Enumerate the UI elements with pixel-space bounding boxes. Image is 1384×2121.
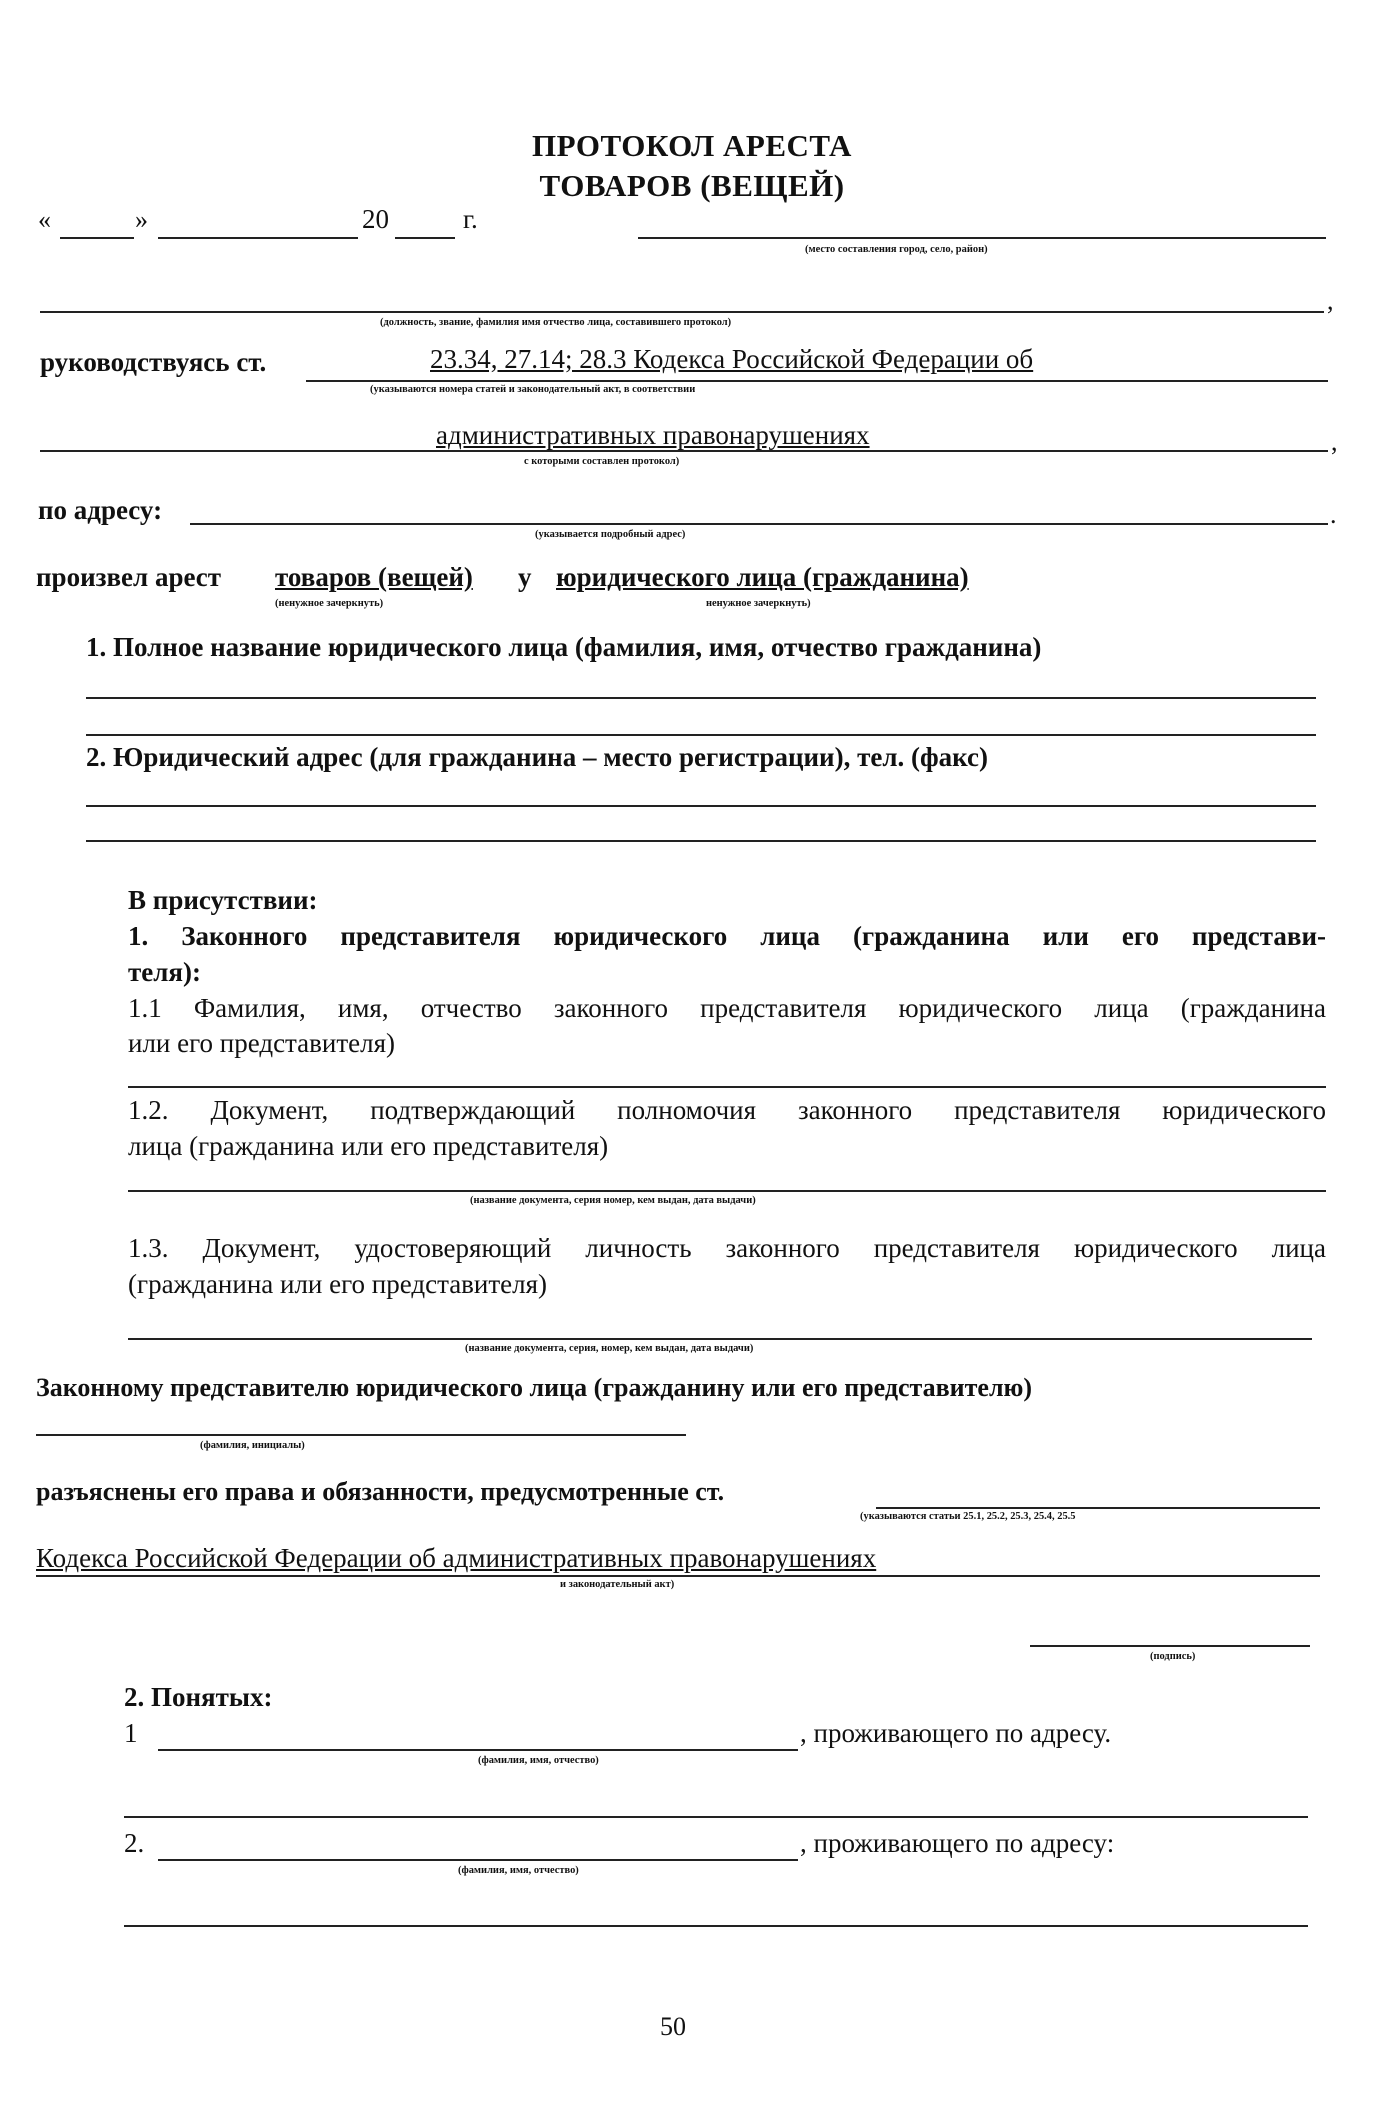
arrest-person: юридического лица (гражданина) bbox=[556, 562, 969, 592]
rights-name-field[interactable] bbox=[36, 1434, 686, 1436]
presence-item11-line2: или его представителя) bbox=[128, 1028, 396, 1058]
date-open-quote: « bbox=[38, 205, 51, 234]
rights-articles-field[interactable] bbox=[876, 1507, 1320, 1509]
section2-field-1[interactable] bbox=[86, 805, 1316, 807]
date-year-prefix: 20 bbox=[362, 204, 389, 234]
official-comma: , bbox=[1327, 286, 1334, 315]
signature-caption: (подпись) bbox=[1150, 1650, 1196, 1662]
presence-item12-field[interactable] bbox=[128, 1190, 1326, 1192]
witness1-text: , проживающего по адресу. bbox=[800, 1718, 1112, 1748]
official-field[interactable] bbox=[40, 311, 1324, 313]
place-caption: (место составления город, село, район) bbox=[805, 243, 988, 255]
witness2-number: 2. bbox=[124, 1828, 145, 1858]
section1-field-2[interactable] bbox=[86, 734, 1316, 736]
witnesses-heading: 2. Понятых: bbox=[124, 1682, 273, 1712]
presence-item11-field[interactable] bbox=[128, 1086, 1326, 1088]
guided-value-1: 23.34, 27.14; 28.3 Кодекса Российской Федерации об bbox=[430, 344, 1034, 374]
presence-item1-line1: 1. Законного представителя юридического лица (гражданина или его представи- bbox=[128, 921, 1326, 951]
presence-item13-line2: (гражданина или его представителя) bbox=[128, 1269, 548, 1299]
presence-item12-caption: (название документа, серия номер, кем выдан, дата выдачи) bbox=[470, 1194, 756, 1206]
witness2-caption: (фамилия, имя, отчество) bbox=[458, 1864, 579, 1876]
guided-caption-2: с которыми составлен протокол) bbox=[524, 455, 680, 467]
document-title-line1: ПРОТОКОЛ АРЕСТА bbox=[532, 128, 852, 163]
rights-name-caption: (фамилия, инициалы) bbox=[200, 1439, 305, 1451]
presence-item13-caption: (название документа, серия, номер, кем выдан, дата выдачи) bbox=[465, 1342, 754, 1354]
rights-code-caption: и законодательный акт) bbox=[560, 1578, 675, 1590]
date-year-suffix: г. bbox=[463, 204, 478, 234]
arrest-text-2: у bbox=[518, 562, 532, 592]
presence-item12-line2: лица (гражданина или его представителя) bbox=[128, 1131, 609, 1161]
witness1-address-field[interactable] bbox=[124, 1816, 1308, 1818]
presence-item1-line2: теля): bbox=[128, 957, 201, 987]
arrest-goods: товаров (вещей) bbox=[275, 562, 473, 592]
place-field[interactable] bbox=[638, 237, 1326, 239]
witness2-text: , проживающего по адресу: bbox=[800, 1828, 1115, 1858]
rights-heading: Законному представителю юридического лица (гражданину или его представителю) bbox=[36, 1373, 1033, 1402]
presence-item13-line1: 1.3. Документ, удостоверяющий личность законного представителя юридического лица bbox=[128, 1233, 1326, 1263]
presence-item11-line1: 1.1 Фамилия, имя, отчество законного представителя юридического лица (гражданина bbox=[128, 993, 1326, 1023]
arrest-caption-2: ненужное зачеркнуть) bbox=[706, 597, 811, 609]
address-field[interactable] bbox=[190, 523, 1328, 525]
address-label: по адресу: bbox=[38, 495, 163, 525]
guided-comma: , bbox=[1331, 427, 1338, 456]
date-month-field[interactable] bbox=[158, 237, 358, 239]
witness2-address-field[interactable] bbox=[124, 1925, 1308, 1927]
presence-item12-line1: 1.2. Документ, подтверждающий полномочия законного представителя юридического bbox=[128, 1095, 1326, 1125]
guided-label: руководствуясь ст. bbox=[40, 347, 267, 377]
document-title-line2: ТОВАРОВ (ВЕЩЕЙ) bbox=[539, 168, 845, 203]
date-year-field[interactable] bbox=[395, 237, 455, 239]
signature-field[interactable] bbox=[1030, 1645, 1310, 1647]
rights-code: Кодекса Российской Федерации об административных правонарушениях bbox=[36, 1543, 877, 1573]
arrest-text-1: произвел арест bbox=[36, 562, 222, 592]
date-day-field[interactable] bbox=[60, 237, 134, 239]
page-number: 50 bbox=[660, 2012, 686, 2041]
section2-field-2[interactable] bbox=[86, 840, 1316, 842]
guided-field-1[interactable] bbox=[306, 380, 1328, 382]
guided-caption-1: (указываются номера статей и законодательный акт, в соответствии bbox=[370, 383, 696, 395]
section2-heading: 2. Юридический адрес (для гражданина – место регистрации), тел. (факс) bbox=[86, 742, 989, 772]
witness1-number: 1 bbox=[124, 1718, 138, 1748]
presence-item13-field[interactable] bbox=[128, 1338, 1312, 1340]
date-close-quote: » bbox=[135, 205, 148, 234]
rights-code-field[interactable] bbox=[36, 1575, 1320, 1577]
witness1-name-field[interactable] bbox=[158, 1749, 798, 1751]
guided-value-2: административных правонарушениях bbox=[436, 420, 870, 450]
witness1-caption: (фамилия, имя, отчество) bbox=[478, 1754, 599, 1766]
rights-articles-caption: (указываются статьи 25.1, 25.2, 25.3, 25.4, 25.5 bbox=[860, 1510, 1076, 1522]
section1-field-1[interactable] bbox=[86, 697, 1316, 699]
section1-heading: 1. Полное название юридического лица (фамилия, имя, отчество гражданина) bbox=[86, 632, 1042, 662]
address-caption: (указывается подробный адрес) bbox=[535, 528, 686, 540]
rights-explained: разъяснены его права и обязанности, предусмотренные ст. bbox=[36, 1477, 725, 1506]
presence-heading: В присутствии: bbox=[128, 885, 318, 915]
arrest-caption-1: (ненужное зачеркнуть) bbox=[275, 597, 384, 609]
witness2-name-field[interactable] bbox=[158, 1859, 798, 1861]
official-caption: (должность, звание, фамилия имя отчество лица, составившего протокол) bbox=[380, 316, 732, 328]
address-dot: . bbox=[1330, 500, 1337, 529]
